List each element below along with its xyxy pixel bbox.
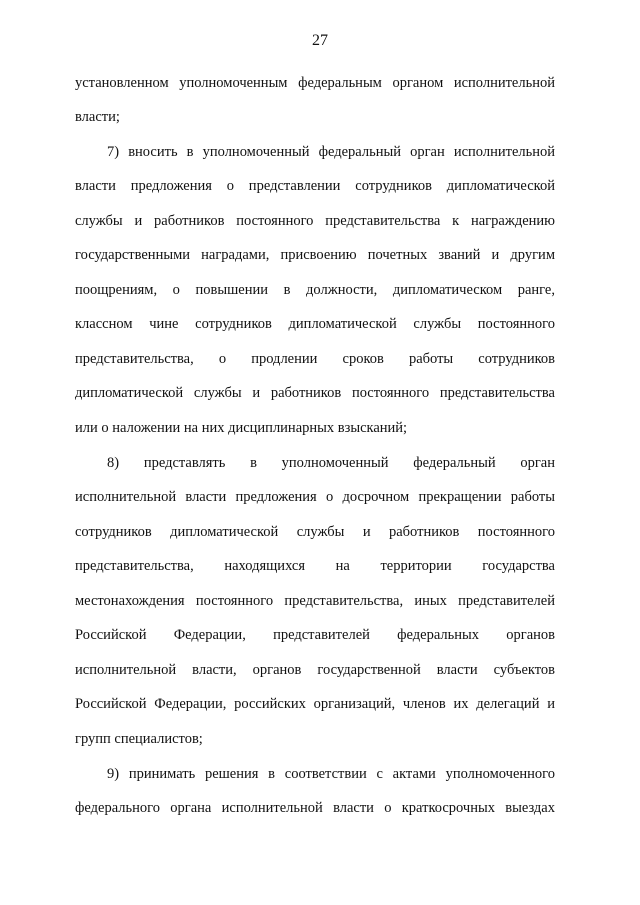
text-line: государственными наградами, присвоению почетных званий и другим [75,247,555,263]
paragraph-9-start: 9) принимать решения в соответствии с актами уполномоченного [107,766,555,782]
text-line: или о наложении на них дисциплинарных взысканий; [75,420,408,436]
paragraph-7-start: 7) вносить в уполномоченный федеральный орган исполнительной [107,144,555,160]
text-line: дипломатической службы и работников постоянного представительства [75,385,555,401]
text-line: поощрениям, о повышении в должности, дипломатическом ранге, [75,282,555,298]
text-line: исполнительной власти предложения о досрочном прекращении работы [75,489,555,505]
text-line: местонахождения постоянного представительства, иных представителей [75,593,555,609]
text-line: установленном уполномоченным федеральным органом исполнительной [75,75,555,91]
text-line: Российской Федерации, представителей федеральных органов [75,627,555,643]
text-line: Российской Федерации, российских организаций, членов их делегаций и [75,696,555,712]
text-line: сотрудников дипломатической службы и работников постоянного [75,524,555,540]
text-line: исполнительной власти, органов государственной власти субъектов [75,662,555,678]
text-line: классном чине сотрудников дипломатической службы постоянного [75,316,555,332]
text-line: групп специалистов; [75,731,203,747]
paragraph-8-start: 8) представлять в уполномоченный федеральный орган [107,455,555,471]
text-line: службы и работников постоянного представительства к награждению [75,213,555,229]
text-line: власти предложения о представлении сотрудников дипломатической [75,178,555,194]
text-line: власти; [75,109,120,125]
text-line: федерального органа исполнительной власти о краткосрочных выездах [75,800,555,816]
page-number: 27 [312,32,328,49]
text-line: представительства, находящихся на территории государства [75,558,555,574]
text-line: представительства, о продлении сроков работы сотрудников [75,351,555,367]
